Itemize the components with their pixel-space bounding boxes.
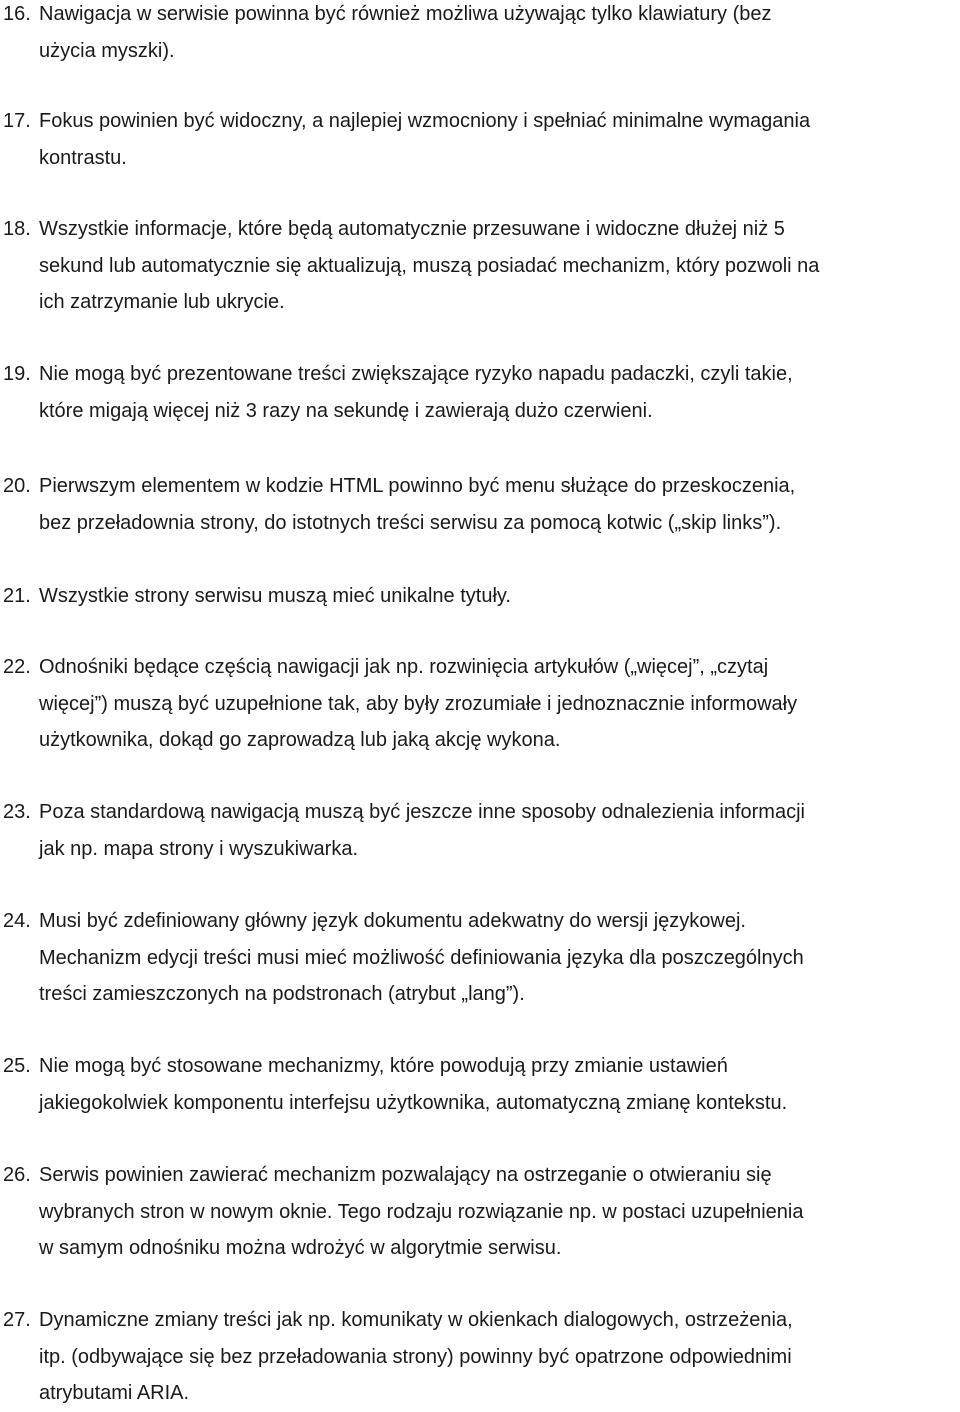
- item-text: Poza standardową nawigacją muszą być jeszcze inne sposoby odnalezienia informacji: [39, 801, 805, 823]
- item-text: użycia myszki).: [39, 39, 175, 62]
- item-text: Wszystkie informacje, które będą automatycznie przesuwane i widoczne dłużej niż 5: [39, 218, 785, 240]
- item-text: wybranych stron w nowym oknie. Tego rodzaju rozwiązanie np. w postaci uzupełnienia: [39, 1200, 804, 1223]
- item-number: 25.: [3, 1055, 31, 1077]
- list-item: [0, 649, 960, 759]
- item-text: Nie mogą być stosowane mechanizmy, które powodują przy zmianie ustawień: [39, 1055, 728, 1077]
- item-number: 18.: [3, 218, 31, 240]
- list-item: [0, 578, 960, 615]
- list-item: [0, 468, 960, 541]
- list-item: [0, 211, 960, 321]
- item-text: Serwis powinien zawierać mechanizm pozwalający na ostrzeganie o otwieraniu się: [39, 1164, 772, 1186]
- list-item: [0, 356, 960, 429]
- item-text: bez przeładownia strony, do istotnych treści serwisu za pomocą kotwic („skip links”).: [39, 511, 782, 534]
- item-text: sekund lub automatycznie się aktualizują, muszą posiadać mechanizm, który pozwoli na: [39, 254, 820, 277]
- item-number: 21.: [3, 585, 31, 607]
- item-number: 23.: [3, 801, 31, 823]
- item-number: 17.: [3, 110, 31, 132]
- item-number: 24.: [3, 910, 31, 932]
- item-text: w samym odnośniku można wdrożyć w algorytmie serwisu.: [39, 1237, 562, 1259]
- item-text: Wszystkie strony serwisu muszą mieć unikalne tytuły.: [39, 585, 511, 607]
- item-number: 16.: [3, 3, 31, 25]
- item-text: Musi być zdefiniowany główny język dokumentu adekwatny do wersji językowej.: [39, 910, 746, 932]
- list-item: [0, 903, 960, 1013]
- item-text: użytkownika, dokąd go zaprowadzą lub jaką akcję wykona.: [39, 729, 561, 751]
- list-item: [0, 0, 960, 69]
- list-item: [0, 103, 960, 176]
- item-text: jakiegokolwiek komponentu interfejsu użytkownika, automatyczną zmianę kontekstu.: [39, 1091, 788, 1114]
- list-item: [0, 794, 960, 867]
- item-text: które migają więcej niż 3 razy na sekundę i zawierają dużo czerwieni.: [39, 399, 653, 422]
- item-text: więcej”) muszą być uzupełnione tak, aby były zrozumiałe i jednoznacznie informowały: [39, 692, 798, 715]
- item-text: Nie mogą być prezentowane treści zwiększające ryzyko napadu padaczki, czyli takie,: [39, 363, 793, 385]
- item-text: atrybutami ARIA.: [39, 1382, 190, 1404]
- item-text: ich zatrzymanie lub ukrycie.: [39, 291, 285, 313]
- item-text: Mechanizm edycji treści musi mieć możliwość definiowania języka dla poszczególnych: [39, 946, 804, 969]
- item-number: 27.: [3, 1309, 31, 1331]
- item-text: jak np. mapa strony i wyszukiwarka.: [39, 837, 359, 860]
- list-item: [0, 1302, 960, 1412]
- item-text: Pierwszym elementem w kodzie HTML powinno być menu służące do przeskoczenia,: [39, 475, 796, 497]
- item-text: Odnośniki będące częścią nawigacji jak np. rozwinięcia artykułów („więcej”, „czytaj: [39, 656, 769, 678]
- item-text: Nawigacja w serwisie powinna być również możliwa używając tylko klawiatury (bez: [39, 3, 772, 25]
- item-number: 20.: [3, 475, 31, 497]
- item-text: treści zamieszczonych na podstronach (atrybut „lang”).: [39, 983, 525, 1005]
- item-text: Dynamiczne zmiany treści jak np. komunikaty w okienkach dialogowych, ostrzeżenia,: [39, 1309, 793, 1331]
- list-item: [0, 1048, 960, 1121]
- item-text: itp. (odbywające się bez przeładowania strony) powinny być opatrzone odpowiednimi: [39, 1345, 792, 1368]
- item-text: Fokus powinien być widoczny, a najlepiej wzmocniony i spełniać minimalne wymagania: [39, 110, 811, 132]
- item-number: 26.: [3, 1164, 31, 1186]
- item-text: kontrastu.: [39, 146, 127, 169]
- item-number: 22.: [3, 656, 31, 678]
- item-number: 19.: [3, 363, 31, 385]
- list-item: [0, 1157, 960, 1267]
